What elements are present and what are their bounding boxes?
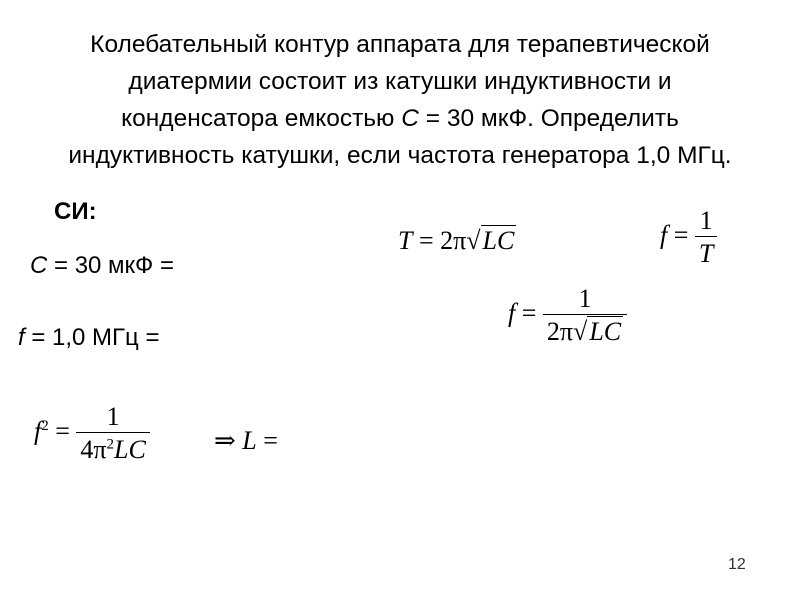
given-frequency	[18, 324, 159, 352]
formula-text: =	[515, 298, 543, 328]
problem-line	[10, 100, 790, 137]
problem-statement	[10, 26, 790, 174]
page-number: 12	[728, 556, 746, 573]
exponent: 2	[41, 417, 49, 434]
fraction	[695, 206, 717, 269]
formula-text: =	[256, 426, 278, 455]
denominator-text: 2π	[546, 317, 574, 346]
inductance-symbol: L	[242, 426, 257, 455]
frequency-symbol: f	[508, 298, 516, 328]
sqrt-sign: √	[573, 317, 588, 346]
given-text: = 30 мкФ =	[47, 252, 174, 279]
square-root	[466, 226, 516, 256]
capacitance-symbol: C	[30, 252, 48, 279]
given-capacitance	[30, 252, 174, 280]
problem-text: = 30 мкФ. Определить	[418, 105, 679, 132]
frequency-symbol: f	[660, 220, 668, 250]
frequency-squared-formula	[34, 402, 150, 465]
fraction	[543, 284, 627, 347]
frequency-period-formula	[660, 206, 717, 269]
numerator: 1	[106, 402, 120, 431]
formula-text: = 2π	[412, 226, 467, 255]
frequency-lc-formula	[508, 284, 627, 347]
denominator: T	[695, 236, 717, 269]
formula-text: =	[667, 220, 695, 250]
period-formula	[398, 226, 516, 256]
denominator-text: LC	[114, 435, 146, 464]
denominator-text: 4π	[80, 435, 107, 464]
si-heading: СИ:	[54, 198, 97, 225]
radicand: LC	[482, 226, 515, 255]
sqrt-sign: √	[466, 226, 481, 255]
period-symbol: T	[398, 226, 413, 255]
problem-line: Колебательный контур аппарата для терапевтической	[90, 31, 710, 58]
radicand: LC	[589, 317, 622, 346]
frequency-symbol: f	[18, 324, 25, 351]
implies-arrow-icon: ⇒	[214, 426, 236, 455]
inductance-result	[214, 426, 278, 456]
fraction	[76, 402, 149, 465]
denominator	[76, 432, 149, 465]
frequency-symbol: f	[34, 416, 42, 446]
exponent: 2	[106, 436, 115, 453]
given-text: = 1,0 МГц =	[24, 324, 160, 351]
problem-line: диатермии состоит из катушки индуктивности и	[128, 68, 672, 95]
problem-line: индуктивность катушки, если частота генератора 1,0 МГц.	[68, 142, 732, 169]
capacitance-symbol: C	[401, 105, 419, 132]
problem-text: конденсатора емкостью	[121, 105, 402, 132]
numerator: 1	[578, 284, 592, 313]
numerator: 1	[699, 206, 713, 235]
denominator	[543, 314, 627, 347]
square-root	[573, 317, 623, 347]
formula-text: =	[48, 416, 77, 446]
